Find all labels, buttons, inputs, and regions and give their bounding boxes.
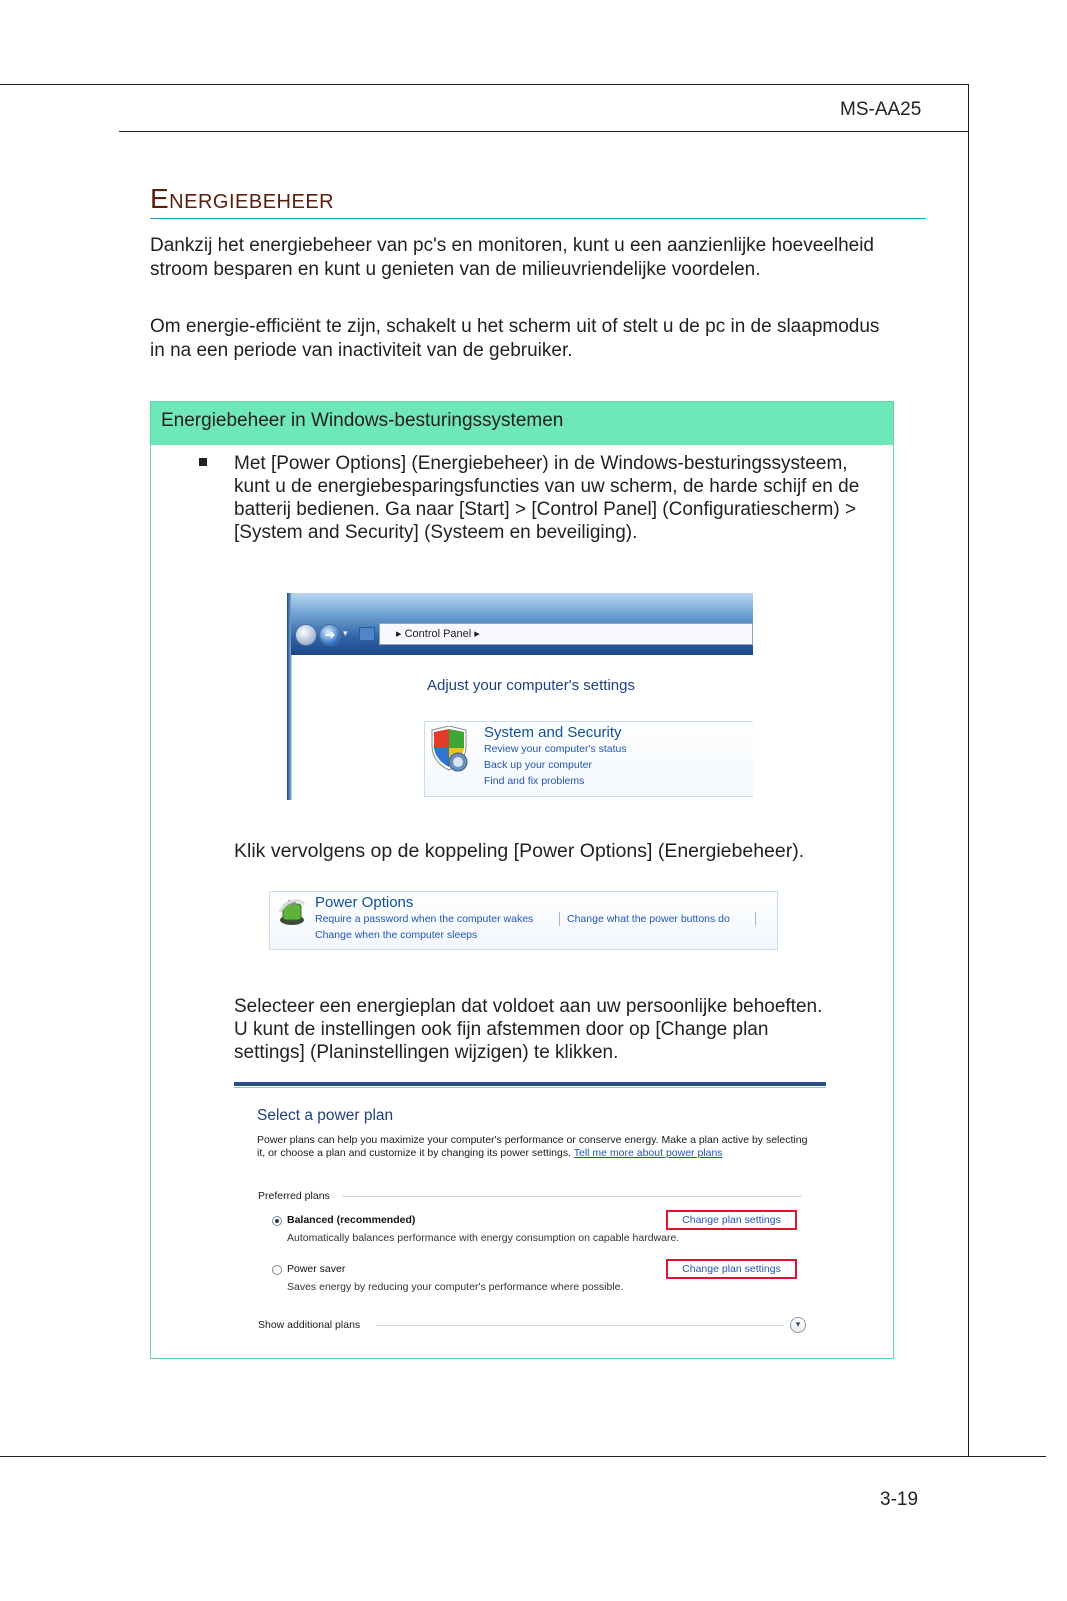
plan-description-text: Power plans can help you maximize your computer's performance or conserve energy. Make a plan active by selecting it, or choose a plan and customize it by changing its power settings.	[257, 1134, 808, 1159]
window-top-bar	[234, 1082, 826, 1086]
balanced-plan-name[interactable]: Balanced (recommended)	[287, 1214, 416, 1226]
power-options-link[interactable]: Power Options	[315, 894, 414, 911]
back-button[interactable]	[295, 624, 317, 646]
battery-icon	[276, 896, 308, 928]
power-buttons-link[interactable]: Change what the power buttons do	[567, 913, 730, 925]
additional-plans-rule	[376, 1325, 784, 1326]
balanced-plan-desc: Automatically balances performance with energy consumption on capable hardware.	[287, 1232, 680, 1244]
balanced-radio[interactable]	[272, 1216, 282, 1226]
system-security-link[interactable]: System and Security	[484, 724, 622, 741]
power-saver-plan-name[interactable]: Power saver	[287, 1263, 346, 1275]
preferred-plans-rule	[342, 1196, 802, 1197]
power-options-screenshot	[269, 891, 778, 950]
power-saver-radio[interactable]	[272, 1265, 282, 1275]
window-top-bar-shadow	[234, 1087, 826, 1088]
change-plan-settings-balanced[interactable]: Change plan settings	[666, 1210, 797, 1230]
tell-me-more-link[interactable]: Tell me more about power plans	[573, 1146, 723, 1159]
control-panel-screenshot	[287, 593, 753, 800]
require-password-link[interactable]: Require a password when the computer wakes	[315, 913, 534, 925]
page-number: 3-19	[880, 1489, 919, 1510]
top-border	[0, 84, 969, 85]
section-title: Energiebeheer	[150, 183, 335, 214]
chevron-down-icon[interactable]: ▾	[790, 1317, 806, 1333]
backup-link[interactable]: Back up your computer	[484, 759, 592, 771]
fix-problems-link[interactable]: Find and fix problems	[484, 775, 585, 787]
forward-arrow-icon[interactable]: ➜	[319, 624, 341, 646]
link-separator	[755, 912, 756, 926]
info-box-heading: Energiebeheer in Windows-besturingssystemen	[151, 402, 893, 445]
control-panel-icon	[359, 627, 375, 641]
power-saver-plan-desc: Saves energy by reducing your computer's performance where possible.	[287, 1281, 624, 1293]
intro-paragraph-2: Om energie-efficiënt te zijn, schakelt u het scherm uit of stelt u de pc in de slaapmodus in na een periode van inactiviteit van de gebruiker.	[150, 316, 880, 361]
intro-paragraph-1: Dankzij het energiebeheer van pc's en monitoren, kunt u een aanzienlijke hoeveelheid stroom besparen en kunt u genieten van de milieuvriendelijke voordelen.	[150, 235, 874, 280]
change-plan-settings-power-saver[interactable]: Change plan settings	[666, 1259, 797, 1279]
bottom-border	[0, 1456, 1046, 1457]
shield-icon	[428, 726, 470, 772]
step2-text: Klik vervolgens op de koppeling [Power Options] (Energiebeheer).	[234, 840, 805, 862]
bullet-square-icon	[199, 458, 207, 466]
select-plan-heading: Select a power plan	[257, 1107, 394, 1124]
header-rule	[119, 131, 969, 132]
model-label: MS-AA25	[840, 99, 922, 120]
step3-text: Selecteer een energieplan dat voldoet aan uw persoonlijke behoeften. U kunt de instellingen ook fijn afstemmen door op [Change plan settings] (Planinstellingen wijzigen) te klikken.	[234, 996, 823, 1063]
bullet-text: Met [Power Options] (Energiebeheer) in de Windows-besturingssysteem, kunt u de energiebesparingsfuncties van uw scherm, de harde schijf en de batterij bedienen. Ga naar [Start] > [Control Panel] (Configuratiescherm) > [System and Security] (Systeem en beveiliging).	[234, 453, 860, 543]
sleep-settings-link[interactable]: Change when the computer sleeps	[315, 929, 478, 941]
review-status-link[interactable]: Review your computer's status	[484, 743, 627, 755]
right-border	[968, 84, 969, 1457]
plan-description	[257, 1134, 817, 1159]
history-dropdown-icon[interactable]: ▾	[343, 628, 348, 638]
preferred-plans-label: Preferred plans	[258, 1190, 330, 1202]
show-additional-plans-label[interactable]: Show additional plans	[258, 1319, 361, 1331]
link-separator	[559, 912, 560, 926]
adjust-settings-heading: Adjust your computer's settings	[427, 677, 635, 694]
address-bar[interactable]: ▸ Control Panel ▸	[379, 623, 753, 645]
title-rule	[150, 218, 926, 219]
